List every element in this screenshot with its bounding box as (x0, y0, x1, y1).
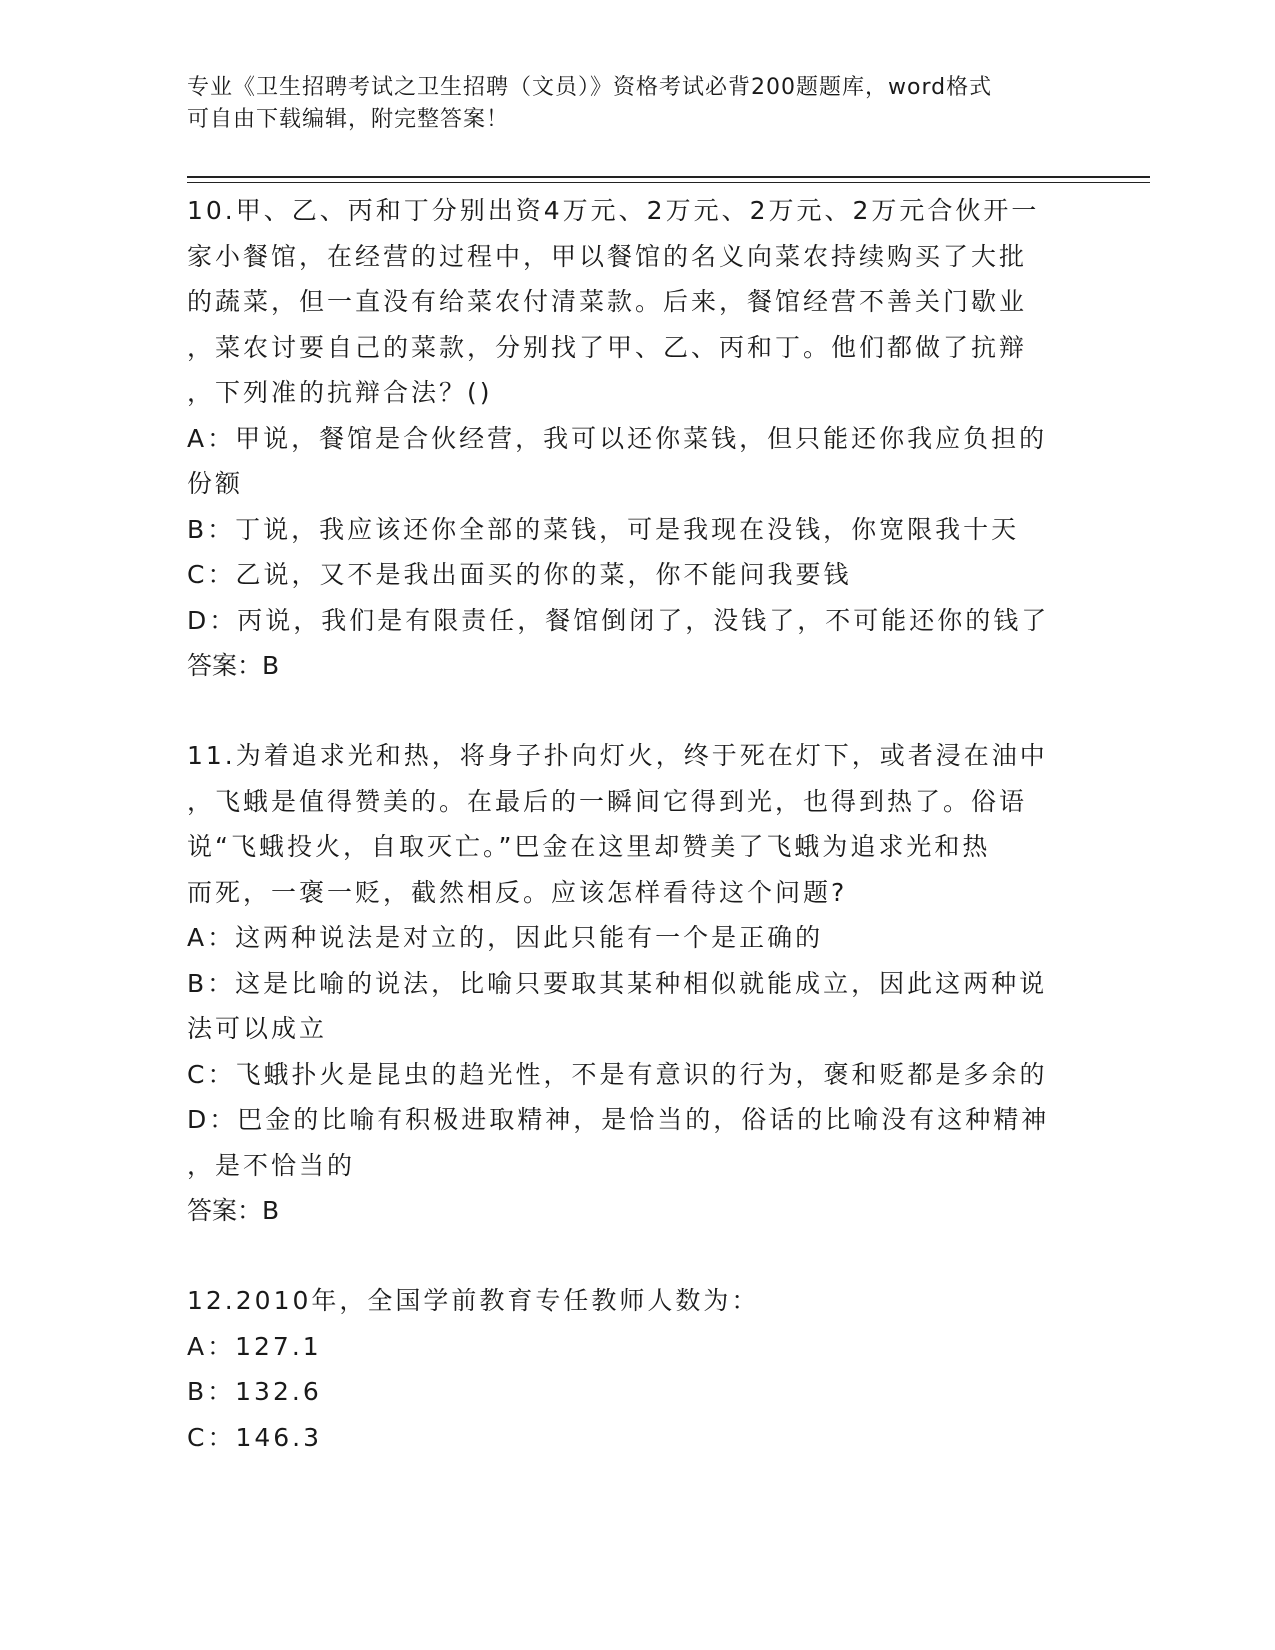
option-line: 法可以成立 (187, 1014, 328, 1043)
question-11 (187, 733, 1077, 1234)
option-line: C：飞蛾扑火是昆虫的趋光性，不是有意识的行为，褒和贬都是多余的 (187, 1059, 1048, 1089)
question-stem-line: 11.为着追求光和热，将身子扑向灯火，终于死在灯下，或者浸在油中 (187, 741, 1048, 770)
question-stem-line: 家小餐馆，在经营的过程中，甲以餐馆的名义向菜农持续购买了大批 (187, 241, 1028, 271)
answer-line: 答案：B (187, 1196, 280, 1225)
option-line: C：乙说，又不是我出面买的你的菜，你不能问我要钱 (187, 560, 852, 589)
option-line: ，是不恰当的 (187, 1150, 356, 1180)
question-stem-line: 说“飞蛾投火，自取灭亡。”巴金在这里却赞美了飞蛾为追求光和热 (187, 832, 991, 861)
option-line: A：甲说，餐馆是合伙经营，我可以还你菜钱，但只能还你我应负担的 (187, 423, 1048, 453)
option-line: A：127.1 (187, 1331, 322, 1361)
header-divider-thick (187, 176, 1150, 178)
option-line: D：巴金的比喻有积极进取精神，是恰当的，俗话的比喻没有这种精神 (187, 1105, 1050, 1134)
header-line: 专业《卫生招聘考试之卫生招聘（文员）》资格考试必背200题题库，word格式 (187, 75, 993, 100)
question-10 (187, 188, 1077, 689)
document-header (187, 72, 1067, 136)
option-line: D：丙说，我们是有限责任，餐馆倒闭了，没钱了，不可能还你的钱了 (187, 605, 1050, 635)
question-stem-line: 12.2010年，全国学前教育专任教师人数为： (187, 1286, 760, 1315)
header-line: 可自由下载编辑，附完整答案！ (187, 107, 510, 132)
option-line: B：这是比喻的说法，比喻只要取其某种相似就能成立，因此这两种说 (187, 968, 1048, 998)
option-line: B：丁说，我应该还你全部的菜钱，可是我现在没钱，你宽限我十天 (187, 514, 1020, 544)
option-line: B：132.6 (187, 1377, 322, 1406)
option-line: C：146.3 (187, 1422, 323, 1452)
option-line: A：这两种说法是对立的，因此只能有一个是正确的 (187, 923, 824, 952)
answer-line: 答案：B (187, 651, 280, 680)
question-stem-line: ，菜农讨要自己的菜款，分别找了甲、乙、丙和丁。他们都做了抗辩 (187, 332, 1028, 362)
question-stem-line: ，下列准的抗辩合法？() (187, 378, 493, 407)
question-stem-line: 的蔬菜，但一直没有给菜农付清菜款。后来，餐馆经营不善关门歇业 (187, 287, 1028, 316)
question-stem-line: ，飞蛾是值得赞美的。在最后的一瞬间它得到光，也得到热了。俗语 (187, 786, 1028, 816)
question-12 (187, 1278, 1077, 1460)
option-line: 份额 (187, 469, 244, 498)
header-divider-thin (187, 182, 1150, 183)
question-stem-line: 10.甲、乙、丙和丁分别出资4万元、2万元、2万元、2万元合伙开一 (187, 196, 1040, 225)
question-stem-line: 而死，一褒一贬，截然相反。应该怎样看待这个问题? (187, 877, 848, 907)
